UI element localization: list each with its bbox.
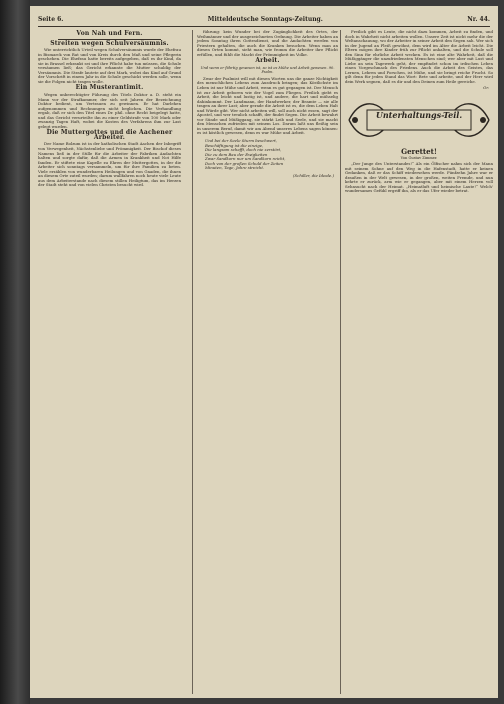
section-heading: Von Nah und Fern. [76, 30, 143, 37]
story-byline: Von Gustav Zimmer. [400, 155, 438, 160]
ornament-frame-icon [345, 94, 493, 146]
binding-gutter [0, 0, 30, 704]
article-body: führung: kein Wunder bei der Zugänglichkeit des Ortes, der Weihmänner und der ausgezeichneten Ordnung. Die Arbeiter haben an jedem Sonntag ihren Gottesdienst, und die Andachten werden von Priestern gehalten, die auch die Kranken besuchen. Wenn man an diesen Orten kommt, sieht man, wie fromm die Arbeiter ihre Pflicht erfüllen, und fühlt die Macht der Frömmigkeit im Volke. [197, 30, 338, 57]
section-banner-title: Unterhaltungs-Teil. [375, 110, 463, 121]
article-title: Ein Musterantimit. [75, 84, 144, 92]
article-title: Die Muttergottes und die Aachener Arbeiter. [46, 129, 173, 141]
article-body: Wie unterrichtlich Urteil wegen Schulversäumnis wurde der Ehefrau in Bismarck von Rat und von Kreis durch den Maß und seine Pflegerin geschehen. Die Ehefrau hatte bereits aufgegeben, daß es ihr Kind, da sie in Brassel erkrankt sei und ihre Pflicht habe tun müssen, die Schule versäumen ließ; das Gericht erkannte die Mutter schuldig der Versäumnis. Die Strafe lautete auf drei Mark, wobei das Kind auf Grund der Vorschrift in einem Jahr in die Schule geschickt werden solle, wenn sie die Folgen nicht tragen wolle. [38, 47, 181, 84]
column-3 [340, 30, 493, 694]
issue-number: Nr. 44. [467, 15, 490, 23]
poem-source: (Schiller, die Ideale.) [292, 172, 334, 178]
story-body: „Der Junge des Unterstandes!“ Als ein Ölfischer nahm sich der Mann mit seinem Sohne auf den Weg in die Hafenstadt, hatte er keinen Gedanken, daß er das Schiff wiedersehen werde. Fünfzehn Jahre war er draußen in der Welt gewesen, in der großen, weiten Fremde, und nun kehrte er zurück, arm wie er gegangen, aber mit einem Herzen voll Sehnsucht nach der Heimat. „Heimatluft und heimische Laute!“ Welch' wundersames Gefühl ergriff ihn, als er das Ufer wieder betrat. [345, 161, 493, 194]
page-number: Seite 6. [38, 15, 64, 23]
article-body: Zwar der Psalmist will mit diesen Worten uns die ganze Nichtigkeit des menschlichen Lebens zum Ausdruck bringen; das Köstlichste im Leben ist nur Mühe und Arbeit, wenn es gut gegangen ist. Der Mensch ist zur Arbeit geboren wie der Vogel zum Fliegen. Freilich giebt es Arbeit, die leicht und lustig ist, und andere, die hart und mühselig dahinkommt. Der Landmann, der Handwerker, der Beamte — sie alle tragen an ihrer Last; aber gerade die Arbeit ist es, die dem Leben Halt und Würde gibt. Wer nicht arbeiten will, soll auch nicht essen, sagt der Apostel, und wer treulich schafft, der findet Segen. Die Arbeit bewahrt vor Sünde und Müßiggang, sie stärkt Leib und Seele, und sie macht den Menschen zufrieden mit seinem Los. Darum laßt uns fleißig sein in unserem Beruf, damit wir am Abend unseres Lebens sagen können: es ist köstlich gewesen, denn es war Mühe und Arbeit. [197, 75, 338, 136]
article-body: Der Name Bolzum ist in der katholischen Stadt Aachen der Inbegriff von Verwegenheit, Nächstenliebe und Frömmigkeit. Der Bischof dieses Namens ließ in der Stille für die Arbeiter der Fabriken Andachten halten und sorgte dafür, daß die Armen in Krankheit und Not Hilfe fanden. Er stiftete eine Kapelle zu Ehren der Muttergottes, in der die Arbeiter sich sonntags versammeln, um für ihre Familien zu beten. Viele erzählen von wunderbaren Heilungen und von Gnaden, die ihnen an diesem Orte zuteil wurden; darum wallfahren noch heute viele Leute aus dem Arbeiterstande nach diesem stillen Heiligtum, das im Herzen der Stadt steht und von vielen Christen besucht wird. [38, 141, 181, 188]
article-body: Wegen unberechtigter Führung des Titels Doktor a. D. steht ein Mann vor der Strafkammer, der sich seit Jahren der Bezeichnung Doktor bedient, um Vertrauen zu gewinnen. Er hat Darlehen aufgenommen und Rechnungen nicht beglichen. Die Verhandlung ergab, daß er sich den Titel eines Dr. phil. ohne Recht beigelegt hatte, und das Gericht verurteilte ihn zu einer Geldstrafe von 100 Mark oder zwanzig Tagen Haft, wobei die Kosten des Verfahrens ihm zur Last gelegt wurden. [38, 92, 181, 129]
column-1 [38, 30, 181, 694]
article-epigraph: Und wenn er fährtig gewesen ist, so ist es Mühe und Arbeit gewesen. 90. Psalm. [200, 65, 335, 75]
newspaper-page [30, 6, 498, 698]
article-title: Streiten wegen Schulversäumnis. [50, 39, 169, 47]
page-header [38, 12, 490, 27]
story-title: Gerettet! [401, 147, 437, 157]
column-2 [192, 30, 338, 694]
article-title: Arbeit. [255, 57, 280, 65]
article-signature: Or. [483, 84, 489, 90]
ornamental-banner [345, 94, 493, 146]
poem: Und bei der Seele Sturm beschwert, Beschäftigung ist die einzige, Die langsam schafft, doch nie zerstört, Die zu dem Bau der Ewigkeiten Zwar Sandkorn nur um Sandkorn reicht, Doch von der großen Schuld der Zeiten Minuten, Tage, Jahre streicht. [205, 138, 286, 171]
article-body: Freilich gibt es Leute, die nicht dazu kommen, Arbeit zu finden, und doch in Wahrheit nicht arbeiten wollen. Unsere Zeit ist nicht mehr die der Weltanschauung, wo der Arbeiter in seiner Arbeit den Segen sah. Wer sich in der Jugend an Fleiß gewöhnt, dem wird im Alter die Arbeit leicht. Die Eltern mögen ihre Kinder früh zur Pflicht anhalten, und die Schule soll den Sinn für ehrliche Arbeit wecken. Es ist eine alte Wahrheit, daß die Müßiggänger die unzufriedensten Menschen sind; wer aber mit Lust und Liebe an sein Tagewerk geht, der empfindet schon im irdischen Leben einen Vorgeschmack des Friedens. Auch die Arbeit des Geistes, das Lernen, Lehren und Forschen, ist Mühe, und sie bringt reiche Frucht. So gilt denn für jeden Stand das Wort: Bete und arbeite, und der Herr wird dein Werk segnen, daß es dir und den Deinen zum Heile gereiche. [345, 30, 493, 85]
newspaper-title: Mitteldeutsche Sonntags-Zeitung. [207, 15, 323, 23]
